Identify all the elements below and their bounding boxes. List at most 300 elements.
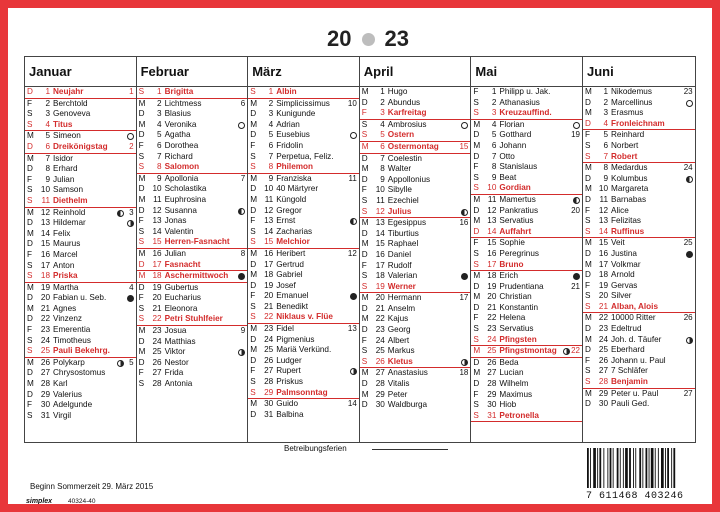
weekday: D — [138, 282, 145, 292]
weekday: F — [138, 368, 144, 378]
day-row — [248, 141, 359, 152]
name-day: Albin — [276, 87, 297, 96]
weekday: D — [585, 173, 591, 183]
weekday: S — [473, 334, 479, 344]
day-row — [471, 141, 582, 152]
day-number: 22 — [152, 314, 162, 324]
name-day: Berchtold — [53, 98, 88, 108]
day-row — [248, 291, 359, 302]
day-row — [248, 162, 359, 174]
weekday: S — [473, 183, 479, 193]
weekday: F — [473, 238, 479, 248]
weekday: S — [250, 301, 256, 311]
week-number: 24 — [683, 163, 693, 173]
name-day: Johann — [499, 140, 527, 150]
barcode-bar — [658, 448, 659, 488]
new-moon-icon — [350, 293, 357, 300]
day-number: 10 — [375, 185, 385, 195]
name-day: Antonia — [164, 379, 193, 389]
day-number: 16 — [152, 248, 162, 258]
day-row — [360, 207, 471, 219]
day-number: 28 — [40, 379, 50, 389]
weekday: D — [27, 87, 33, 96]
weekday: S — [138, 162, 145, 172]
weekday: M — [138, 98, 146, 108]
first-moon-icon — [461, 359, 468, 366]
name-day: Euphrosina — [164, 194, 207, 204]
name-day: Karfreitag — [387, 108, 427, 118]
day-number: 17 — [152, 259, 162, 269]
week-number: 8 — [240, 248, 246, 258]
day-row — [360, 293, 471, 304]
barcode-bar — [603, 448, 604, 488]
name-day: Raphael — [387, 239, 419, 249]
barcode-bar — [671, 448, 672, 488]
name-day: Servatius — [499, 216, 534, 226]
day-row — [137, 216, 248, 227]
weekday: M — [361, 87, 369, 96]
weekday: D — [250, 409, 257, 419]
year-title — [308, 24, 428, 54]
name-day: Philipp u. Jak. — [499, 87, 551, 96]
weekday: D — [361, 97, 368, 107]
year-left: 20 — [327, 26, 352, 51]
weekday: S — [27, 410, 33, 420]
day-row — [137, 260, 248, 272]
weekday: S — [250, 237, 256, 247]
name-day: Servatius — [499, 324, 534, 334]
weekday: D — [250, 280, 257, 290]
weekday: M — [27, 153, 34, 163]
name-day: Veronika — [164, 119, 197, 129]
day-row — [137, 379, 248, 390]
day-row — [137, 283, 248, 294]
weekday: S — [585, 140, 591, 150]
day-number: 30 — [375, 400, 385, 410]
day-row — [25, 218, 136, 229]
day-number: 23 — [152, 326, 162, 336]
weekday: D — [138, 205, 145, 215]
weekday: M — [138, 173, 146, 183]
weekday: S — [473, 324, 479, 334]
weekday: D — [473, 130, 480, 140]
name-day: Pfingstmontag — [499, 346, 557, 356]
weekday: D — [27, 218, 33, 228]
name-day: Felix — [53, 228, 71, 238]
name-day: Fidel — [276, 324, 294, 334]
name-day: Hiob — [499, 400, 517, 410]
day-number: 15 — [152, 237, 162, 247]
day-number: 16 — [375, 249, 385, 259]
day-number: 9 — [603, 173, 608, 183]
day-row — [471, 227, 582, 239]
name-day: Ezechiel — [387, 195, 419, 205]
barcode-bar — [642, 448, 643, 488]
first-moon-icon — [127, 220, 134, 227]
weekday: S — [361, 356, 368, 366]
name-day: Dreikönigstag — [53, 141, 108, 151]
day-number: 6 — [603, 140, 608, 150]
day-number: 10 — [152, 184, 162, 194]
name-day: Joh. d. Täufer — [611, 334, 662, 344]
weekday: S — [27, 346, 33, 356]
weekday: M — [250, 98, 258, 108]
day-row — [471, 271, 582, 282]
name-day: Veit — [611, 238, 625, 248]
name-day: Walter — [387, 164, 412, 174]
name-day: Nikodemus — [611, 87, 652, 96]
name-day: Dorothea — [164, 140, 199, 150]
name-day: Volkmar — [611, 259, 641, 269]
weekday: S — [27, 119, 33, 129]
day-row — [25, 390, 136, 401]
name-day: Markus — [387, 346, 415, 356]
weekday: M — [250, 399, 258, 409]
day-number: 23 — [375, 325, 385, 335]
day-row — [25, 154, 136, 165]
day-number: 30 — [40, 400, 50, 410]
day-row — [25, 185, 136, 196]
day-row — [137, 87, 248, 99]
name-day: Petri Stuhlfeier — [164, 314, 223, 324]
day-number: 24 — [264, 334, 274, 344]
day-number: 19 — [487, 281, 497, 291]
weekday: D — [585, 345, 591, 355]
name-day: Polykarp — [53, 357, 85, 367]
weekday: F — [473, 389, 479, 399]
day-number: 16 — [264, 248, 274, 258]
day-row — [248, 324, 359, 335]
name-day: Coelestin — [387, 153, 422, 163]
day-row — [25, 250, 136, 261]
day-row — [137, 99, 248, 110]
name-day: Frida — [164, 368, 184, 378]
weekday: D — [250, 259, 257, 269]
name-day: Norbert — [611, 140, 639, 150]
day-row — [471, 346, 582, 358]
weekday: F — [361, 108, 367, 118]
weekday: S — [585, 366, 591, 376]
day-number: 15 — [375, 239, 385, 249]
first-moon-icon — [117, 360, 124, 367]
weekday: D — [361, 400, 368, 410]
weekday: F — [585, 205, 591, 215]
day-row — [583, 130, 695, 141]
day-number: 5 — [603, 130, 608, 140]
day-row — [471, 303, 582, 314]
day-row — [360, 271, 471, 282]
name-day: Waldburga — [387, 400, 428, 410]
weekday: S — [27, 109, 33, 119]
day-number: 17 — [40, 260, 50, 270]
month-column — [360, 57, 472, 442]
day-number: 8 — [45, 164, 50, 174]
day-number: 2 — [380, 97, 385, 107]
day-row — [360, 346, 471, 357]
day-row — [583, 119, 695, 131]
day-number: 30 — [264, 399, 274, 409]
day-row — [248, 335, 359, 346]
barcode-bar — [629, 448, 631, 488]
day-row — [471, 120, 582, 131]
day-row — [583, 174, 695, 185]
name-day: Christian — [499, 292, 532, 302]
name-day: Benjamin — [611, 377, 648, 387]
day-row — [583, 291, 695, 302]
weekday: S — [361, 281, 368, 291]
day-row — [360, 239, 471, 250]
day-row — [360, 108, 471, 120]
day-number: 27 — [152, 368, 162, 378]
weekday: D — [361, 379, 368, 389]
day-row — [25, 87, 136, 99]
day-row — [360, 368, 471, 379]
day-row — [360, 175, 471, 186]
name-day: Marcellinus — [611, 97, 653, 107]
day-row — [583, 184, 695, 195]
day-number: 20 — [487, 292, 497, 302]
weekday: D — [361, 303, 368, 313]
day-number: 22 — [487, 313, 497, 323]
day-number: 26 — [487, 357, 497, 367]
day-number: 6 — [268, 140, 274, 150]
last-moon-icon — [238, 208, 245, 215]
name-day: Karl — [53, 379, 68, 389]
weekday: M — [250, 194, 258, 204]
day-number: 27 — [40, 368, 50, 378]
weekday: D — [585, 248, 591, 258]
day-number: 27 — [264, 366, 274, 376]
weekday: D — [473, 379, 480, 389]
day-row — [471, 183, 582, 195]
day-number: 26 — [152, 357, 162, 367]
day-row — [25, 120, 136, 132]
day-row — [471, 313, 582, 324]
weekday: F — [250, 140, 256, 150]
weekday: D — [138, 184, 145, 194]
day-number: 23 — [40, 325, 50, 335]
name-day: Anastasius — [387, 368, 428, 378]
week-number: 3 — [129, 207, 134, 217]
name-day: Scholastika — [164, 184, 207, 194]
weekday: S — [585, 301, 591, 311]
weekday: S — [473, 108, 479, 118]
day-number: 12 — [152, 205, 162, 215]
name-day: 10000 Ritter — [611, 313, 656, 323]
weekday: F — [473, 313, 479, 323]
day-number: 12 — [375, 206, 385, 216]
weekday: M — [361, 314, 369, 324]
day-row — [360, 120, 471, 131]
weekday: M — [27, 379, 34, 389]
day-number: 19 — [40, 282, 50, 292]
day-row — [137, 174, 248, 185]
weekday: S — [138, 87, 145, 96]
full-moon-icon — [461, 122, 468, 129]
day-row — [137, 195, 248, 206]
weekday: M — [585, 388, 592, 398]
name-day: Kreuzauffind. — [499, 108, 552, 118]
weekday: M — [27, 228, 34, 238]
weekday: S — [138, 151, 145, 161]
day-number: 29 — [598, 388, 608, 398]
day-row — [360, 314, 471, 325]
week-number: 14 — [347, 399, 357, 409]
day-row — [583, 399, 695, 410]
day-number: 3 — [157, 109, 162, 119]
day-number: 1 — [45, 87, 50, 96]
name-day: Peregrinus — [499, 248, 539, 258]
weekday: M — [361, 389, 369, 399]
day-row — [248, 399, 359, 410]
day-number: 13 — [598, 216, 608, 226]
month-name: Januar — [25, 57, 136, 87]
month-column — [248, 57, 360, 442]
day-number: 17 — [487, 259, 497, 269]
day-row — [137, 358, 248, 369]
day-number: 16 — [40, 249, 50, 259]
day-number: 13 — [375, 218, 385, 228]
day-number: 14 — [375, 228, 385, 238]
day-number: 31 — [487, 410, 497, 420]
weekday: D — [27, 314, 33, 324]
day-number: 14 — [264, 226, 274, 236]
weekday: S — [27, 195, 33, 205]
weekday: M — [473, 271, 481, 281]
day-number: 11 — [264, 194, 274, 204]
weekday: M — [27, 207, 34, 217]
barcode-bar — [587, 448, 589, 488]
barcode-bar — [610, 448, 612, 488]
day-number: 19 — [264, 280, 274, 290]
weekday: M — [361, 141, 369, 151]
name-day: Hermann — [387, 293, 422, 303]
day-number: 6 — [380, 141, 385, 151]
day-number: 24 — [375, 335, 385, 345]
day-number: 22 — [375, 314, 385, 324]
weekday: D — [138, 357, 145, 367]
year-right: 23 — [384, 26, 409, 51]
day-row — [360, 164, 471, 175]
first-moon-icon — [238, 349, 245, 356]
weekday: S — [473, 97, 479, 107]
day-number: 1 — [491, 87, 497, 96]
day-number: 6 — [491, 140, 497, 150]
name-day: Erich — [499, 271, 519, 281]
weekday: F — [138, 216, 144, 226]
day-row — [471, 249, 582, 260]
day-number: 18 — [598, 270, 608, 280]
name-day: Matthias — [164, 336, 196, 346]
day-row — [360, 250, 471, 261]
barcode-bar — [593, 448, 596, 488]
day-number: 1 — [157, 87, 162, 96]
weekday: D — [585, 118, 591, 128]
name-day: Kajus — [387, 314, 409, 324]
day-row — [137, 141, 248, 152]
weekday: S — [585, 291, 591, 301]
day-row — [360, 154, 471, 165]
day-number: 18 — [375, 271, 385, 281]
weekday: D — [138, 259, 145, 269]
day-number: 10 — [40, 185, 50, 195]
weekday: D — [473, 226, 480, 236]
weekday: M — [250, 248, 258, 258]
day-row — [471, 400, 582, 411]
barcode-bar — [646, 448, 648, 488]
day-number: 25 — [487, 346, 497, 356]
day-row — [137, 152, 248, 163]
day-number: 15 — [598, 238, 608, 248]
name-day: Pigmenius — [276, 334, 315, 344]
weekday: F — [250, 216, 256, 226]
weekday: F — [361, 260, 367, 270]
weekday: D — [250, 109, 257, 119]
day-number: 23 — [487, 324, 497, 334]
day-number: 5 — [45, 131, 50, 141]
name-day: Agnes — [53, 303, 77, 313]
name-day: Kolumbus — [611, 173, 648, 183]
week-number: 10 — [347, 98, 357, 108]
day-number: 13 — [40, 218, 50, 228]
barcode-bar — [590, 448, 591, 488]
day-row — [583, 366, 695, 377]
day-number: 11 — [376, 195, 385, 205]
weekday: F — [138, 293, 144, 303]
day-number: 4 — [157, 119, 162, 129]
weekday: D — [585, 97, 591, 107]
name-day: Fronleichnam — [611, 118, 665, 128]
weekday: S — [473, 172, 479, 182]
day-number: 19 — [598, 280, 608, 290]
day-row — [471, 195, 582, 206]
weekday: M — [27, 303, 34, 313]
day-row — [360, 196, 471, 207]
name-day: Maximus — [499, 389, 533, 399]
day-row — [248, 237, 359, 249]
day-row — [360, 336, 471, 347]
day-row — [137, 314, 248, 326]
name-day: Hildemar — [53, 218, 86, 228]
name-day: Perpetua, Feliz. — [276, 151, 334, 161]
day-row — [248, 174, 359, 185]
full-moon-icon — [238, 122, 245, 129]
weekday: M — [361, 218, 369, 228]
month-column — [137, 57, 249, 442]
day-number: 9 — [45, 174, 50, 184]
weekday: F — [138, 140, 144, 150]
day-number: 27 — [487, 368, 497, 378]
day-number: 23 — [598, 324, 608, 334]
name-day: Daniel — [387, 249, 412, 259]
name-day: Medardus — [611, 163, 648, 173]
day-number: 9 — [268, 173, 274, 183]
name-day: Emanuel — [276, 291, 309, 301]
day-number: 28 — [375, 379, 385, 389]
day-number: 8 — [157, 162, 162, 172]
day-row — [471, 390, 582, 401]
day-row — [471, 358, 582, 369]
day-row — [360, 130, 471, 142]
week-number: 6 — [240, 98, 246, 108]
weekday: D — [250, 205, 257, 215]
name-day: Pfingsten — [499, 334, 537, 344]
day-row — [25, 293, 136, 304]
day-row — [248, 130, 359, 141]
name-day: Athanasius — [499, 97, 540, 107]
day-row — [248, 87, 359, 99]
name-day: Valerian — [387, 271, 418, 281]
